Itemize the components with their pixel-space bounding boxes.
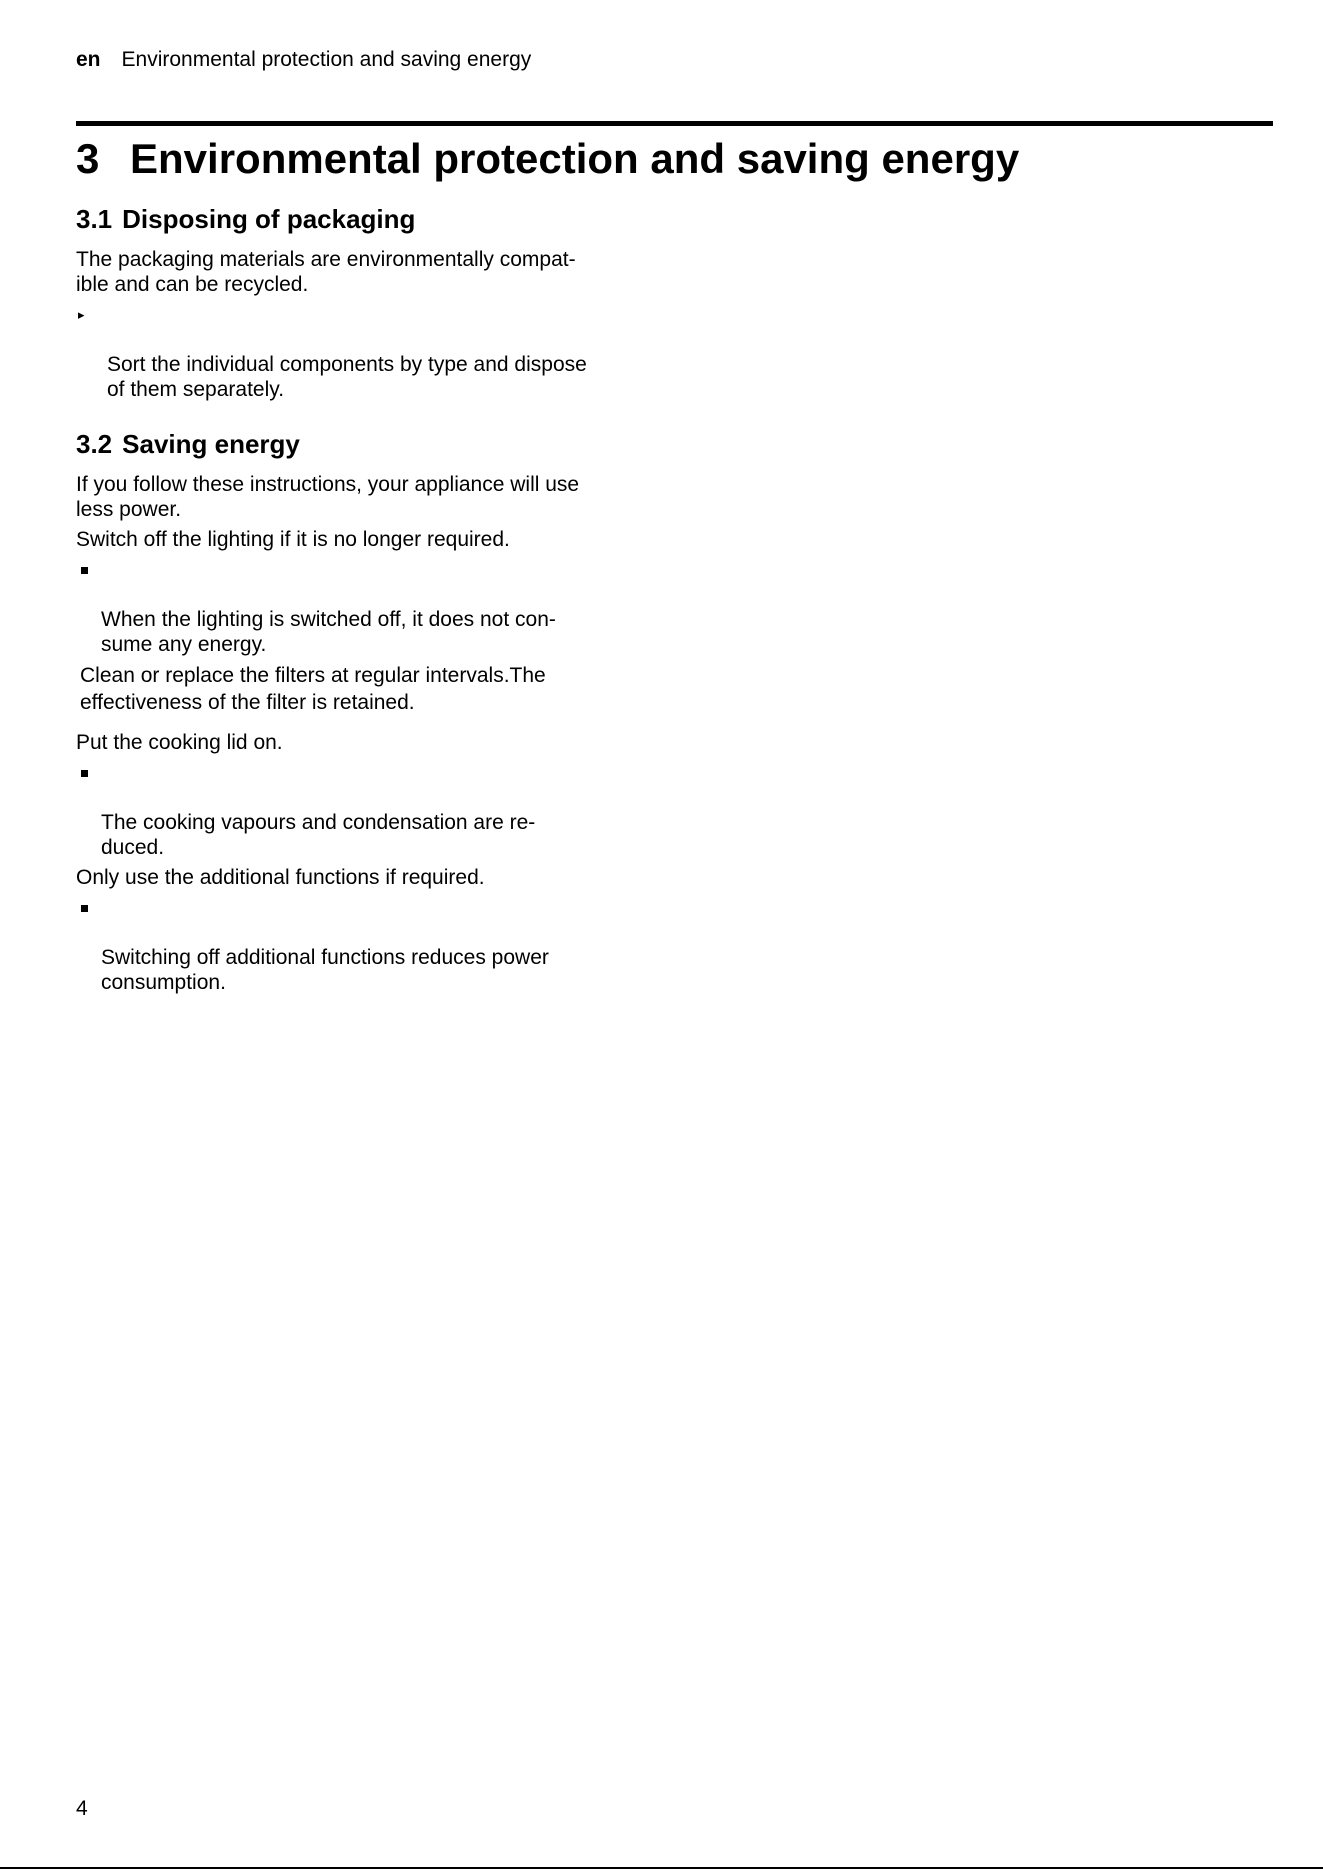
tip-result-text: The cooking vapours and condensation are re- duced.: [101, 811, 536, 859]
instruction-step: [76, 302, 636, 402]
tip-result: [76, 557, 636, 657]
section-intro: The packaging materials are environmentally compat- ible and can be recycled.: [76, 248, 576, 296]
section-title: Disposing of packaging: [122, 204, 416, 234]
tip-text: Switch off the lighting if it is no longer required.: [76, 528, 510, 551]
language-code: en: [76, 48, 101, 71]
square-bullet-icon: [81, 905, 88, 912]
section-number: 3.1: [76, 204, 113, 234]
running-header-title: Environmental protection and saving energy: [121, 48, 532, 71]
bottom-rule: [0, 1867, 1323, 1869]
main-content: [76, 203, 636, 1000]
tip-text: Only use the additional functions if required.: [76, 866, 485, 889]
section-number: 3.2: [76, 429, 113, 459]
square-bullet-icon: [81, 567, 88, 574]
chapter-title: [76, 133, 1019, 185]
section-heading-disposing-packaging: [76, 203, 636, 235]
instruction-text: Sort the individual components by type and dispose of them separately.: [107, 353, 587, 401]
triangle-bullet-icon: ▸: [78, 307, 85, 322]
tip-result-text: When the lighting is switched off, it does not con- sume any energy.: [101, 608, 556, 656]
chapter-title-text: Environmental protection and saving energy: [130, 135, 1020, 182]
section-intro: If you follow these instructions, your appliance will use less power.: [76, 473, 580, 521]
tip-result-text: Switching off additional functions reduces power consumption.: [101, 946, 549, 994]
section-heading-saving-energy: [76, 428, 636, 460]
section-title: Saving energy: [122, 429, 300, 459]
tip-result: [76, 895, 636, 995]
tip-text: Put the cooking lid on.: [76, 731, 283, 754]
square-bullet-icon: [81, 770, 88, 777]
tip-text: Clean or replace the filters at regular intervals.The effectiveness of the filter is retained.: [80, 664, 546, 714]
chapter-number: 3: [76, 135, 100, 182]
running-header: [76, 46, 531, 74]
chapter-rule: [76, 121, 1273, 126]
page-number: 4: [76, 1797, 88, 1820]
tip-result: [76, 760, 636, 860]
